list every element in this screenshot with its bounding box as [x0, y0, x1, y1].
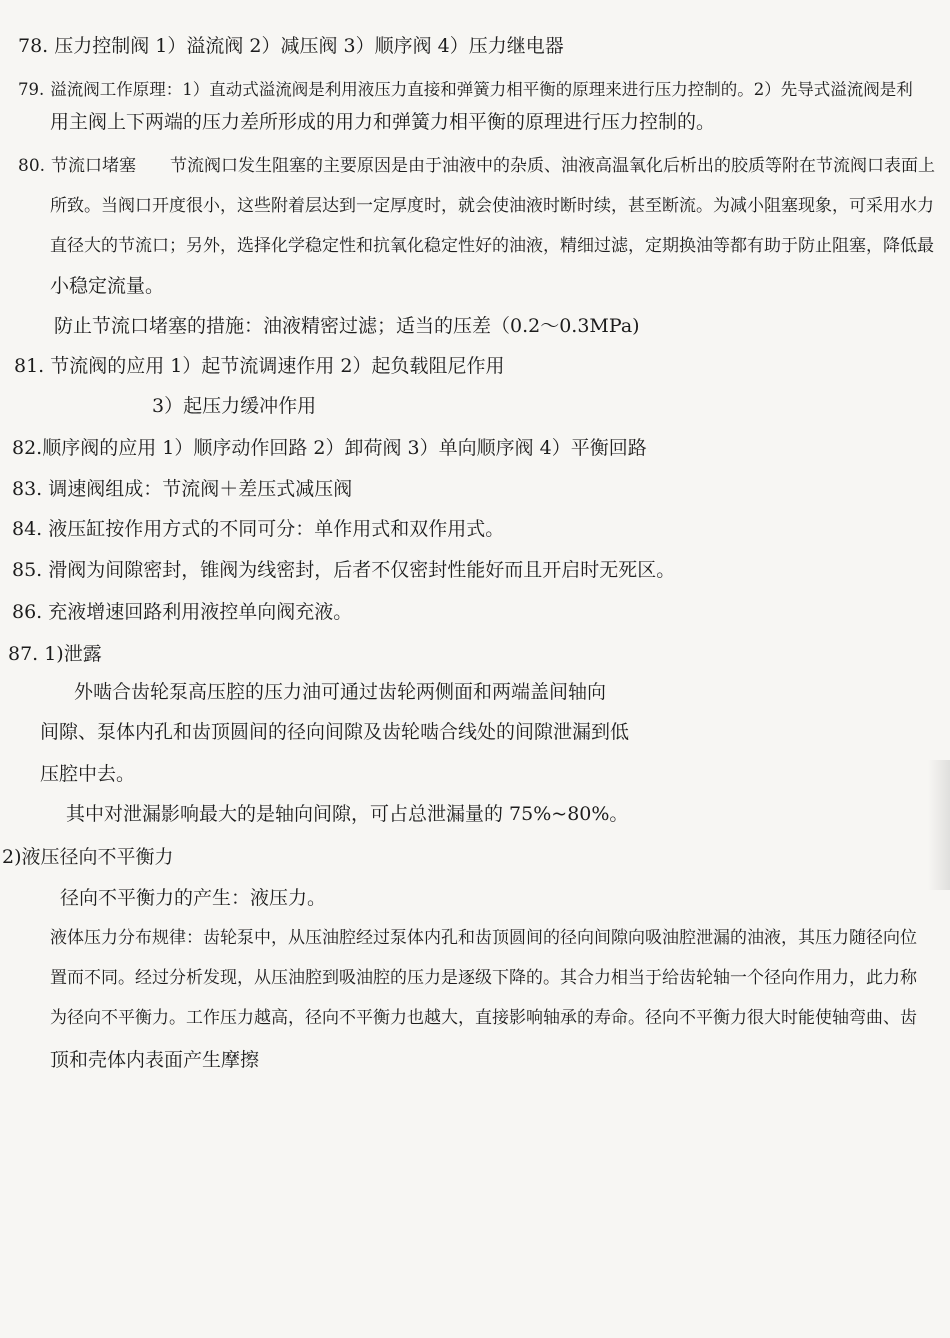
item-87-para-2: 间隙、泵体内孔和齿顶圆间的径向间隙及齿轮啮合线处的间隙泄漏到低: [40, 721, 630, 743]
item-text: 溢流阀工作原理：1）直动式溢流阀是利用液压力直接和弹簧力相平衡的原理来进行压力控制的。2）先导式溢流阀是利: [50, 80, 913, 99]
item-text: 调速阀组成：节流阀＋差压式减压阀: [48, 478, 353, 500]
item-87-para-1: 外啮合齿轮泵高压腔的压力油可通过齿轮两侧面和两端盖间轴向: [74, 681, 607, 703]
item-79-line-2: 用主阀上下两端的压力差所形成的用力和弹簧力相平衡的原理进行压力控制的。: [50, 111, 716, 133]
item-80-line-1: [18, 152, 935, 180]
item-87-para-3: 压腔中去。: [40, 763, 136, 785]
item-text: 滑阀为间隙密封，锥阀为线密封，后者不仅密封性能好而且开启时无死区。: [48, 559, 676, 581]
item-text: 节流口堵塞 节流阀口发生阻塞的主要原因是由于油液中的杂质、油液高温氧化后析出的胶质等附在节流阀口表面上: [51, 156, 936, 176]
item-number: 86.: [12, 601, 43, 623]
item-85: [12, 556, 675, 584]
item-87-para-4: 其中对泄漏影响最大的是轴向间隙，可占总泄漏量的 75%~80%。: [66, 803, 629, 825]
item-80-line-2: 所致。当阀口开度很小，这些附着层达到一定厚度时，就会使油液时断时续，甚至断流。为减小阻塞现象，可采用水力: [50, 196, 934, 216]
item-text: 顺序阀的应用 1）顺序动作回路 2）卸荷阀 3）单向顺序阀 4）平衡回路: [42, 437, 647, 459]
item-number: 87.: [8, 643, 39, 665]
item-number: 82.: [12, 437, 43, 459]
item-80-line-5: 防止节流口堵塞的措施：油液精密过滤；适当的压差（0.2～0.3MPa): [54, 315, 640, 337]
item-text: 充液增速回路利用液控单向阀充液。: [48, 601, 353, 623]
item-87-line-q2: 液体压力分布规律：齿轮泵中，从压油腔经过泵体内孔和齿顶圆间的径向间隙向吸油腔泄漏的油液，其压力随径向位: [50, 928, 917, 948]
item-80-line-4: 小稳定流量。: [50, 275, 165, 297]
item-text: 压力控制阀 1）溢流阀 2）减压阀 3）顺序阀 4）压力继电器: [54, 35, 564, 57]
item-79-line-1: [18, 76, 913, 104]
item-78: [18, 32, 564, 60]
item-87-line-q1: 径向不平衡力的产生：液压力。: [60, 887, 327, 909]
item-87-heading: [8, 640, 102, 668]
item-number: 83.: [12, 478, 43, 500]
item-87-line-q4: 为径向不平衡力。工作压力越高，径向不平衡力也越大，直接影响轴承的寿命。径向不平衡力很大时能使轴弯曲、齿: [50, 1008, 917, 1028]
item-83: [12, 475, 352, 503]
item-number: 81.: [14, 355, 45, 377]
item-81-line-1: [14, 352, 504, 380]
item-number: 79.: [18, 80, 45, 99]
item-number: 84.: [12, 518, 43, 540]
item-number: 80.: [18, 156, 46, 176]
item-86: [12, 598, 352, 626]
item-80-line-3: 直径大的节流口；另外，选择化学稳定性和抗氧化稳定性好的油液，精细过滤，定期换油等都有助于防止阻塞，降低最: [50, 236, 934, 256]
item-number: 85.: [12, 559, 43, 581]
item-82: [12, 434, 647, 462]
scan-edge-shadow: [928, 760, 950, 890]
item-text: 节流阀的应用 1）起节流调速作用 2）起负载阻尼作用: [50, 355, 505, 377]
item-87-line-q3: 置而不同。经过分析发现，从压油腔到吸油腔的压力是逐级下降的。其合力相当于给齿轮轴一个径向作用力，此力称: [50, 968, 917, 988]
item-87-line-q5: 顶和壳体内表面产生摩擦: [50, 1049, 260, 1071]
item-text: 1)泄露: [44, 643, 102, 665]
item-number: 78.: [18, 35, 49, 57]
item-87-heading-2: 2)液压径向不平衡力: [2, 846, 174, 868]
item-text: 液压缸按作用方式的不同可分：单作用式和双作用式。: [48, 518, 505, 540]
item-81-line-2: 3）起压力缓冲作用: [152, 395, 317, 417]
item-84: [12, 515, 504, 543]
